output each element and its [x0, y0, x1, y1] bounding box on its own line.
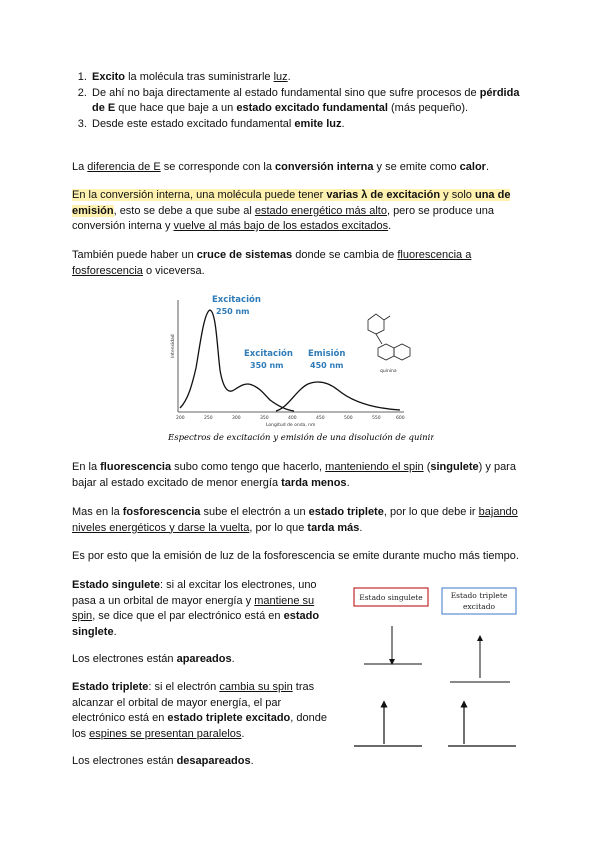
paragraph-emission-time: Es por esto que la emisión de luz de la fosforescencia se emite durante mucho más tiempo.: [72, 550, 519, 562]
paragraph-triplet-state: Estado triplete: si el electrón cambia su spin tras alcanzar el orbital de mayor energía, el par electrónico está en estado triplete excitado, donde los espines se presentan paralelos.: [72, 681, 327, 740]
list-item-2: 2. De ahí no baja directamente al estado fundamental sino que sufre procesos de pérdida de E que hace que baje a un estado excitado fundamental (más pequeño).: [90, 86, 534, 117]
list-item-3: 3. Desde este estado excitado fundamental emite luz.: [90, 117, 534, 133]
x-tick: 350: [260, 416, 269, 421]
x-tick: 450: [316, 416, 325, 421]
paragraph-singlet-state: Estado singulete: si al excitar los electrones, uno pasa a un orbital de mayor energía y mantiene su spin, se dice que el par electrónico está en estado singlete.: [72, 579, 320, 638]
paragraph-phosphorescence: Mas en la fosforescencia sube el electrón a un estado triplete, por lo que debe ir bajando niveles energéticos y darse la vuelta, por lo que tarda más.: [72, 506, 518, 534]
paragraph-internal-conversion: En la conversión interna, una molécula puede tener varias λ de excitación y solo una de emisión, esto se debe a que sube al estado energético más alto, pero se produce una conversión interna y vuelve al más bajo de los estados excitados.: [72, 189, 511, 232]
label-excitation-1-nm: 250 nm: [216, 307, 250, 316]
label-excitation-2: Excitación: [244, 349, 293, 359]
spin-diagram-svg: [352, 586, 520, 756]
y-axis-label: Intensidad: [171, 334, 176, 358]
x-tick: 250: [204, 416, 213, 421]
figure-caption: Espectros de excitación y emisión de una disolución de quinina: [168, 433, 434, 443]
x-tick: 200: [176, 416, 185, 421]
paragraph-energy-difference: La diferencia de E se corresponde con la conversión interna y se emite como calor.: [72, 161, 490, 173]
list-item-1: 1. Excito la molécula tras suministrarle luz.: [90, 70, 534, 86]
label-emission-nm: 450 nm: [310, 361, 344, 370]
quinine-spectrum-figure: [168, 290, 434, 448]
label-emission: Emisión: [308, 349, 346, 359]
spin-state-diagram: [352, 586, 520, 756]
triplet-label-line-2: excitado: [462, 602, 496, 611]
numbered-list: [54, 70, 534, 132]
highlight: En la conversión interna, una molécula puede tener varias λ de excitación y solo una de emisión: [72, 189, 511, 217]
x-axis-label: Longitud de onda, nm: [266, 423, 316, 428]
x-tick: 600: [396, 416, 405, 421]
x-tick: 300: [232, 416, 241, 421]
paragraph-paired: Los electrones están apareados.: [72, 653, 235, 665]
triplet-label-line-1: Estado triplete: [450, 591, 508, 600]
paragraph-intersystem-crossing: También puede haber un cruce de sistemas donde se cambia de fluorescencia a fosforescencia o viceversa.: [72, 249, 472, 277]
paragraph-fluorescence: En la fluorescencia subo como tengo que hacerlo, manteniendo el spin (singulete) y para bajar al estado excitado de menor energía tarda menos.: [72, 461, 516, 489]
x-tick: 400: [288, 416, 297, 421]
paragraph-unpaired: Los electrones están desapareados.: [72, 755, 254, 767]
x-tick: 500: [344, 416, 353, 421]
emission-curve: [276, 382, 400, 411]
spectrum-chart: [168, 290, 434, 448]
x-axis-ticks: [176, 415, 405, 421]
label-excitation-1: Excitación: [212, 295, 261, 305]
molecule-label: quinina: [380, 369, 397, 374]
quinine-molecule-icon: [368, 314, 410, 360]
x-tick: 550: [372, 416, 381, 421]
singlet-label: Estado singulete: [359, 593, 423, 602]
label-excitation-2-nm: 350 nm: [250, 361, 284, 370]
